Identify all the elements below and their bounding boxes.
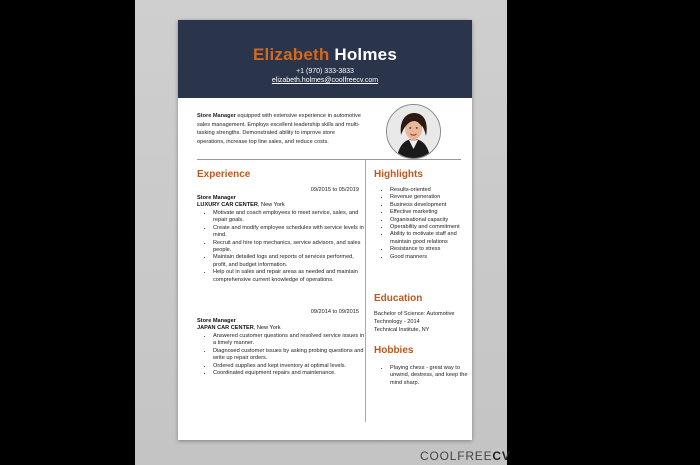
list-item: • Revenue generation	[390, 194, 476, 201]
watermark-logo	[420, 449, 511, 463]
summary-lead: Store Manager	[197, 113, 236, 119]
phone-number: +1 (970) 333-3833	[296, 68, 354, 75]
list-item: • Help out in sales and repair areas as needed and maintain comprehensive current knowledge of operations.	[213, 269, 365, 284]
hobbies-list	[382, 365, 476, 387]
list-item: • Good manners	[390, 254, 476, 261]
profile-summary	[197, 112, 362, 146]
list-item: • Ordered supplies and kept inventory at optimal levels.	[213, 363, 365, 370]
company-name: LUXURY CAR CENTER	[197, 202, 258, 208]
list-item: • Coordinated equipment repairs and maintenance.	[213, 370, 365, 377]
portrait-image	[387, 105, 440, 158]
watermark-cv: CV	[492, 449, 511, 463]
job-bullets	[205, 333, 365, 377]
company-name: JAPAN CAR CENTER	[197, 325, 254, 331]
divider-horizontal	[197, 159, 461, 160]
list-item: • Resistance to stress	[390, 246, 476, 253]
education-degree: Bachelor of Science: Automotive Technology - 2014	[374, 311, 455, 325]
list-item: • Motivate and coach employees to meet service, sales, and repair goals.	[213, 210, 365, 225]
list-item: • Operability and commitment	[390, 224, 476, 231]
job-title: Store Manager	[197, 318, 236, 324]
list-item: • Business development	[390, 202, 476, 209]
highlights-list	[382, 187, 476, 261]
job-title: Store Manager	[197, 195, 236, 201]
last-name: Holmes	[334, 45, 397, 64]
education-heading: Education	[374, 293, 423, 304]
job-date: 09/2015 to 05/2019	[310, 187, 359, 193]
experience-heading: Experience	[197, 169, 251, 180]
education-institution: Technical Institute, NY	[374, 327, 430, 333]
job-company	[197, 325, 281, 331]
profile-photo	[386, 104, 441, 159]
company-location: , New York	[253, 325, 281, 331]
list-item: • Maintain detailed logs and reports of services performed, profit, and budget information.	[213, 254, 365, 269]
list-item: • Ability to motivate staff and maintain good relations	[390, 231, 476, 246]
email-link[interactable]: elizabeth.holmes@coolfreecv.com	[271, 77, 379, 84]
divider-vertical	[365, 160, 366, 422]
summary-text: equipped with extensive experience in automotive sales management. Employs excellent leadership skills and multi-tasking strengths. Demonstrated ability to improve store operations, increase top line sales, and reduce costs.	[197, 113, 361, 145]
list-item: • Results-oriented	[390, 187, 476, 194]
candidate-name	[178, 45, 472, 65]
hobbies-heading: Hobbies	[374, 345, 414, 356]
resume-header	[178, 20, 472, 98]
list-item: • Diagnosed customer issues by asking probing questions and write up repair orders.	[213, 348, 365, 363]
job-bullets	[205, 210, 365, 284]
job-date: 09/2014 to 09/2015	[310, 309, 359, 315]
list-item: • Organisational capacity	[390, 217, 476, 224]
highlights-heading: Highlights	[374, 169, 423, 180]
list-item: • Playing chess - great way to unwind, destress, and keep the mind sharp.	[390, 365, 476, 387]
resume-sheet	[178, 20, 472, 440]
list-item: • Answered customer questions and resolved service issues in a timely manner.	[213, 333, 365, 348]
list-item: • Effective marketing	[390, 209, 476, 216]
first-name: Elizabeth	[253, 45, 330, 64]
watermark-brand: COOLFREE	[420, 449, 493, 463]
company-location: , New York	[257, 202, 285, 208]
list-item: • Recruit and hire top mechanics, service advisors, and sales people.	[213, 240, 365, 255]
list-item: • Create and modify employee schedules with service levels in mind.	[213, 225, 365, 240]
job-company	[197, 202, 285, 208]
